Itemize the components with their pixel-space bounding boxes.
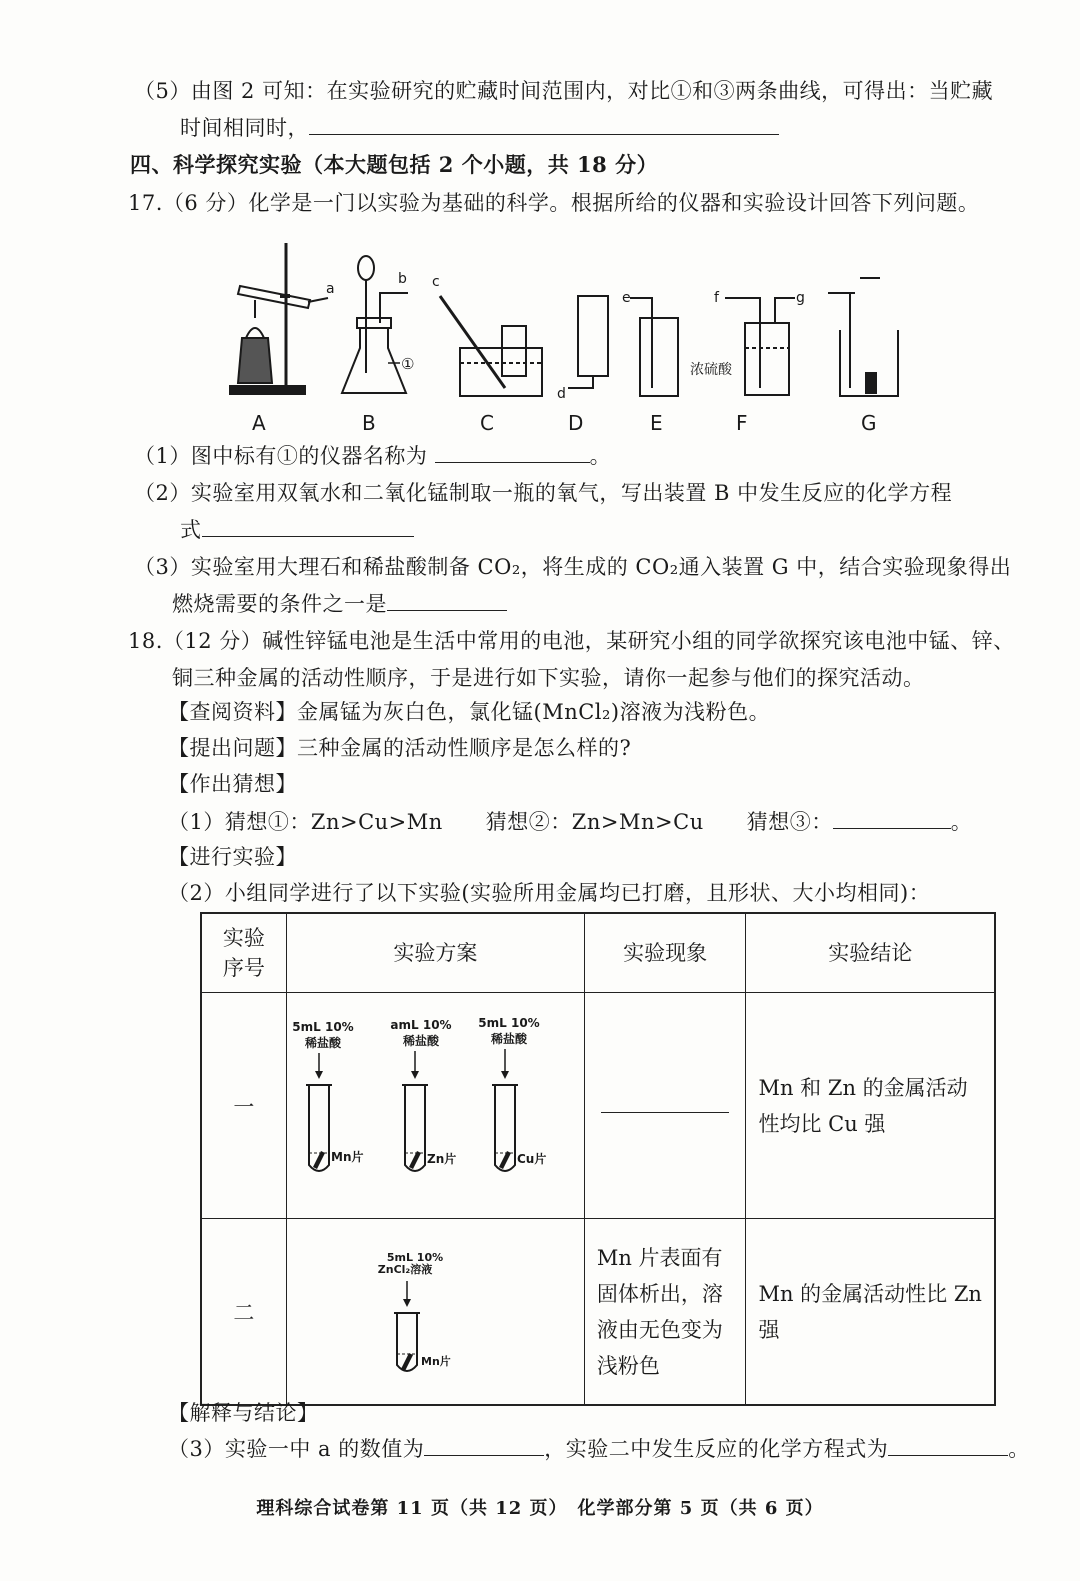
apparatus-b: [342, 256, 414, 393]
section-title: 四、科学探究实验（本大题包括 2 个小题，共 18 分）: [130, 152, 659, 177]
svg-text:稀盐酸: 稀盐酸: [402, 1034, 439, 1048]
q18-info: 【查阅资料】金属锰为灰白色，氯化锰(MnCl₂)溶液为浅粉色。: [168, 700, 771, 724]
svg-text:d: d: [557, 386, 566, 402]
q18-guess1: （1）猜想①：Zn>Cu>Mn 猜想②：Zn>Mn>Cu 猜想③： 。: [168, 810, 973, 834]
row1-phenomenon: [584, 993, 746, 1219]
svg-text:e: e: [622, 290, 631, 306]
answer-blank[interactable]: [202, 516, 414, 537]
apparatus-c: [432, 274, 542, 396]
svg-text:C: C: [480, 411, 494, 435]
svg-text:F: F: [736, 411, 748, 435]
q18-exp-intro: （2）小组同学进行了以下实验(实验所用金属均已打磨，且形状、大小均相同)：: [168, 881, 931, 905]
svg-text:Mn片: Mn片: [330, 1150, 364, 1164]
header-phenomenon: 实验现象: [584, 913, 746, 993]
row2-conclusion: Mn 的金属活动性比 Zn 强: [746, 1219, 995, 1406]
answer-blank[interactable]: [833, 808, 951, 829]
q17-sub2-line1: （2）实验室用双氧水和二氧化锰制取一瓶的氧气，写出装置 B 中发生反应的化学方程: [134, 481, 953, 505]
apparatus-e: [622, 290, 678, 396]
svg-text:Mn片: Mn片: [420, 1355, 451, 1368]
row2-tube-figure: [287, 1219, 584, 1399]
apparatus-d: [557, 296, 608, 402]
test-tube-zncl2: [378, 1251, 451, 1371]
q17-sub1: （1）图中标有①的仪器名称为 。: [134, 444, 612, 468]
svg-text:ZnCl₂溶液: ZnCl₂溶液: [377, 1263, 433, 1276]
svg-text:浓硫酸: 浓硫酸: [690, 362, 732, 378]
header-conclusion: 实验结论: [746, 913, 995, 993]
row1-plan: [286, 993, 584, 1219]
q17-sub1-text: （1）图中标有①的仪器名称为: [134, 444, 428, 468]
svg-text:A: A: [252, 411, 266, 435]
table-header-row: [201, 913, 995, 993]
answer-blank[interactable]: [424, 1435, 544, 1456]
svg-text:5mL 10%: 5mL 10%: [386, 1251, 443, 1264]
q17-sub3-line1: （3）实验室用大理石和稀盐酸制备 CO₂，将生成的 CO₂通入装置 G 中，结合实验现象得出: [134, 555, 1012, 579]
svg-text:5mL 10%: 5mL 10%: [478, 1016, 540, 1030]
svg-text:Cu片: Cu片: [516, 1152, 547, 1166]
q18-question: 【提出问题】三种金属的活动性顺序是怎么样的?: [168, 736, 632, 760]
q5-line2-text: 时间相同时，: [180, 116, 309, 140]
svg-text:稀盐酸: 稀盐酸: [304, 1036, 341, 1050]
row2-seq: 二: [201, 1219, 286, 1406]
answer-blank[interactable]: [435, 442, 590, 463]
svg-text:稀盐酸: 稀盐酸: [490, 1032, 527, 1046]
svg-text:c: c: [432, 274, 440, 290]
svg-text:f: f: [714, 290, 719, 306]
test-tube-cu: [478, 1016, 546, 1171]
answer-blank[interactable]: [601, 1110, 729, 1113]
apparatus-g: [828, 278, 898, 396]
svg-text:g: g: [796, 290, 805, 306]
svg-text:5mL 10%: 5mL 10%: [292, 1020, 354, 1034]
q18-intro2: 铜三种金属的活动性顺序，于是进行如下实验，请你一起参与他们的探究活动。: [172, 666, 925, 690]
row2-phenomenon: Mn 片表面有固体析出，溶液由无色变为浅粉色: [584, 1219, 746, 1406]
row1-conclusion: Mn 和 Zn 的金属活动性均比 Cu 强: [746, 993, 995, 1219]
test-tube-zn: [390, 1018, 456, 1171]
answer-blank[interactable]: [309, 114, 779, 135]
marker-1: ①: [401, 355, 415, 373]
svg-text:G: G: [861, 411, 877, 435]
row1-seq: 一: [201, 993, 286, 1219]
table-row: [201, 993, 995, 1219]
q18-sub3: （3）实验一中 a 的数值为 ，实验二中发生反应的化学方程式为 。: [168, 1437, 1030, 1461]
q17-sub3-line2: 燃烧需要的条件之一是: [172, 589, 507, 619]
svg-text:b: b: [398, 271, 407, 287]
experiment-table: [200, 912, 996, 1406]
apparatus-a: [230, 243, 335, 394]
q18-explain-head: 【解释与结论】: [168, 1401, 319, 1425]
svg-text:D: D: [568, 411, 584, 435]
apparatus-figure: [220, 238, 920, 438]
q17-sub2-line2: 式: [180, 515, 414, 545]
q18-guess-head: 【作出猜想】: [168, 772, 297, 796]
label-a: a: [326, 281, 335, 297]
test-tube-mn: [292, 1020, 363, 1171]
svg-text:amL 10%: amL 10%: [390, 1018, 452, 1032]
table-row: [201, 1219, 995, 1406]
header-plan: 实验方案: [286, 913, 584, 993]
row2-plan: [286, 1219, 584, 1406]
q5-line2: [180, 113, 779, 143]
header-seq: 实验 序号: [201, 913, 286, 993]
q17-intro: 17.（6 分）化学是一门以实验为基础的科学。根据所给的仪器和实验设计回答下列问题。: [128, 191, 980, 215]
q5-line1: （5）由图 2 可知：在实验研究的贮藏时间范围内，对比①和③两条曲线，可得出：当贮藏: [134, 79, 994, 103]
q18-exp-head: 【进行实验】: [168, 845, 297, 869]
apparatus-f: [690, 290, 805, 395]
svg-text:B: B: [362, 411, 376, 435]
answer-blank[interactable]: [888, 1435, 1008, 1456]
svg-text:E: E: [650, 411, 663, 435]
answer-blank[interactable]: [387, 590, 507, 611]
q18-intro1: 18.（12 分）碱性锌锰电池是生活中常用的电池，某研究小组的同学欲探究该电池中锰、锌、: [128, 629, 1015, 653]
page-footer: 理科综合试卷第 11 页（共 12 页） 化学部分第 5 页（共 6 页）: [256, 1498, 824, 1519]
svg-text:Zn片: Zn片: [426, 1152, 457, 1166]
row1-tubes-figure: [287, 993, 584, 1213]
